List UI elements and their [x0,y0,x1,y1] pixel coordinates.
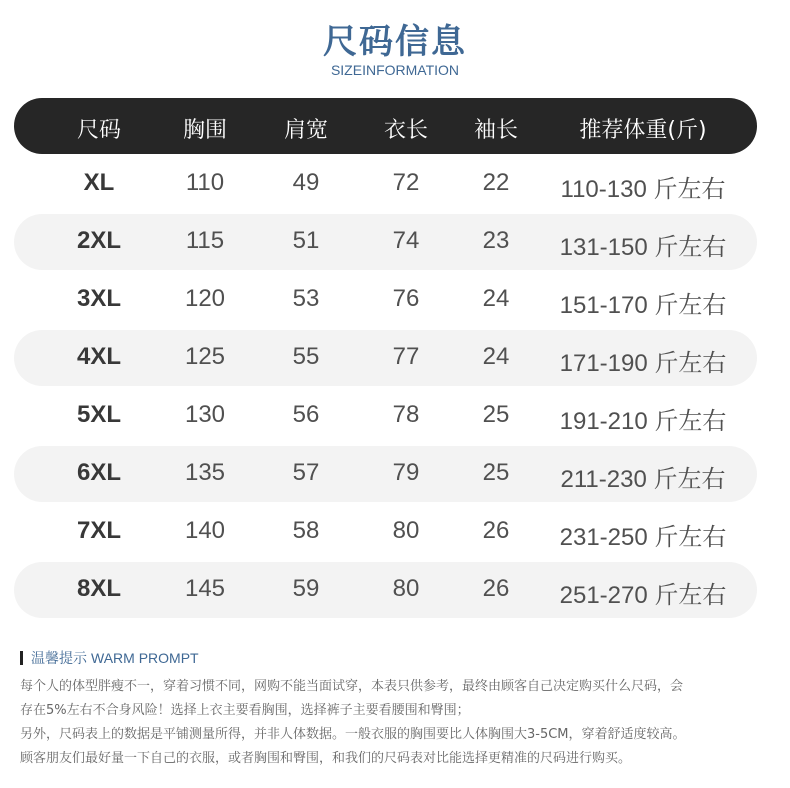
cell-shoulder: 51 [292,227,320,254]
cell-size: 5XL [76,401,121,428]
cell-weight: 191-210 斤左右 [559,408,727,435]
cell-chest: 140 [184,517,226,544]
cell-chest: 145 [184,575,226,602]
tips-title-cn: 温馨提示 [31,651,87,667]
cell-chest: 110 [185,169,225,196]
cell-weight: 251-270 斤左右 [559,582,727,609]
cell-length: 80 [392,517,420,544]
table-row [14,562,757,618]
cell-sleeve: 24 [482,343,510,370]
cell-sleeve: 22 [482,169,510,196]
page-title: 尺码信息 [323,22,467,62]
cell-sleeve: 26 [482,517,510,544]
tips-line: 另外，尺码表上的数据是平铺测量所得，并非人体数据。一般衣服的胸围要比人体胸围大3-5CM，穿着舒适度较高。 [20,727,686,742]
cell-size: 2XL [76,227,121,254]
cell-length: 76 [392,285,420,312]
tips-heading [20,648,199,668]
cell-shoulder: 53 [292,285,320,312]
table-row [14,388,757,444]
cell-sleeve: 23 [482,227,510,254]
cell-chest: 120 [184,285,226,312]
table-row [14,272,757,328]
cell-length: 80 [392,575,420,602]
tips-title-en: WARM PROMPT [91,650,199,666]
cell-length: 79 [392,459,420,486]
table-row [14,156,757,212]
table-row [14,446,757,502]
cell-length: 74 [392,227,420,254]
page-subtitle: SIZEINFORMATION [330,62,460,78]
cell-sleeve: 24 [482,285,510,312]
tips-line: 顾客朋友们最好量一下自己的衣服，或者胸围和臀围，和我们的尺码表对比能选择更精准的尺码进行购买。 [20,751,632,766]
cell-weight: 231-250 斤左右 [559,524,727,551]
header-size: 尺码 [76,118,121,143]
tips-marker [20,651,23,665]
table-row [14,214,757,270]
table-row [14,330,757,386]
cell-weight: 151-170 斤左右 [559,292,727,319]
tips-line: 存在5%左右不合身风险！选择上衣主要看胸围，选择裤子主要看腰围和臀围； [20,703,470,718]
header-length: 衣长 [383,118,428,143]
cell-size: 8XL [76,575,121,602]
header-shoulder: 肩宽 [283,118,328,143]
cell-chest: 135 [184,459,226,486]
cell-shoulder: 59 [292,575,320,602]
cell-size: XL [83,169,115,196]
header-sleeve: 袖长 [473,118,518,143]
cell-size: 6XL [76,459,121,486]
cell-shoulder: 56 [292,401,320,428]
cell-size: 7XL [76,517,121,544]
table-header [14,98,757,154]
cell-chest: 115 [185,227,225,254]
tips-text [20,675,780,771]
cell-weight: 110-130 斤左右 [560,176,726,203]
cell-length: 78 [392,401,420,428]
table-row [14,504,757,560]
cell-sleeve: 25 [482,401,510,428]
header-chest: 胸围 [182,118,227,143]
cell-shoulder: 58 [292,517,320,544]
cell-chest: 125 [184,343,226,370]
cell-sleeve: 25 [482,459,510,486]
cell-shoulder: 57 [292,459,320,486]
cell-size: 3XL [76,285,121,312]
cell-weight: 171-190 斤左右 [559,350,727,377]
cell-length: 77 [392,343,420,370]
cell-sleeve: 26 [482,575,510,602]
cell-size: 4XL [76,343,121,370]
cell-length: 72 [392,169,420,196]
cell-chest: 130 [184,401,226,428]
cell-shoulder: 49 [292,169,320,196]
cell-weight: 131-150 斤左右 [559,234,727,261]
cell-shoulder: 55 [292,343,320,370]
tips-line: 每个人的体型胖瘦不一，穿着习惯不同，网购不能当面试穿，本表只供参考，最终由顾客自己决定购买什么尺码，会 [20,679,684,694]
header-weight: 推荐体重(斤) [579,118,707,143]
cell-weight: 211-230 斤左右 [560,466,726,493]
